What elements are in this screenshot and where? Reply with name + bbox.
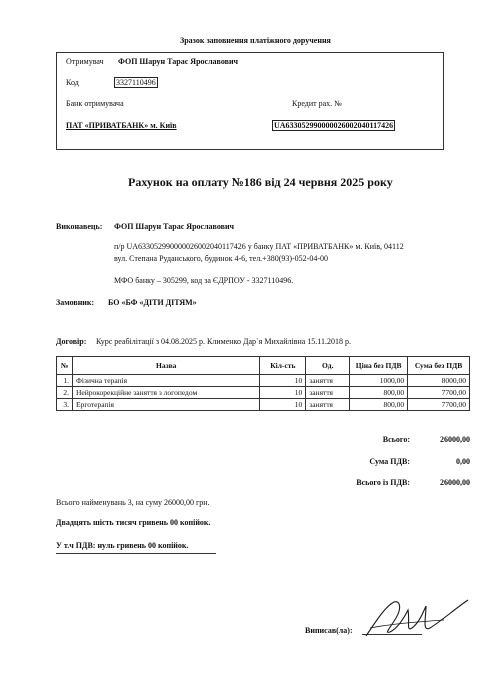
bank-label: Банк отримувача — [66, 99, 124, 108]
items-table — [56, 356, 470, 411]
col-name-header: Назва — [72, 357, 259, 375]
executor-address-line: вул. Степана Руданського, будинок 4-6, тел.+380(93)-052-04-00 — [114, 254, 329, 263]
row-qty: 10 — [260, 387, 306, 399]
row-sum: 7700,00 — [408, 387, 470, 399]
row-unit: заняття — [306, 387, 350, 399]
col-unit-header: Од. — [306, 357, 350, 375]
table-row — [57, 375, 470, 387]
row-price: 800,00 — [350, 399, 408, 411]
document-title: Зразок заповнення платіжного доручення — [180, 36, 331, 45]
vat-value: 0,00 — [456, 457, 470, 466]
table-row — [57, 387, 470, 399]
executor-bank-line: п/р UA633052990000026002040117426 у банку ПАТ «ПРИВАТБАНК» м. Київ, 04112 — [114, 242, 404, 251]
contract-text: Курс реабілітації з 04.08.2025 р. Клименко Дар`я Михайлівна 15.11.2018 р. — [96, 337, 352, 346]
recipient-label: Отримувач — [66, 57, 104, 66]
row-name: Ерготерапія — [72, 399, 259, 411]
executor-name: ФОП Шарун Тарас Ярославович — [114, 222, 235, 231]
total-label: Всього: — [382, 435, 410, 444]
vat-in-words: У т.ч ПДВ: нуль гривень 00 копійок. — [56, 541, 189, 550]
contract-label: Договір: — [56, 337, 87, 346]
col-qty-header: Кіл-сть — [260, 357, 306, 375]
bank-value: ПАТ «ПРИВАТБАНК» м. Київ — [66, 121, 177, 130]
executor-label: Виконавець: — [56, 222, 103, 231]
row-sum: 8000,00 — [408, 375, 470, 387]
col-price-header: Ціна без ПДВ — [350, 357, 408, 375]
invoice-title: Рахунок на оплату №186 від 24 червня 2025 року — [128, 175, 393, 189]
row-name: Нейрокорекційне заняття з логопедом — [72, 387, 259, 399]
row-name: Фізична терапія — [72, 375, 259, 387]
col-sum-header: Сума без ПДВ — [408, 357, 470, 375]
row-number: 1. — [57, 375, 73, 387]
row-unit: заняття — [306, 375, 350, 387]
table-header-row — [57, 357, 470, 375]
row-number: 2. — [57, 387, 73, 399]
recipient-value: ФОП Шарун Тарас Ярославович — [118, 57, 239, 66]
customer-name: БО «БФ «ДІТИ ДІТЯМ» — [108, 298, 197, 307]
row-price: 1000,00 — [350, 375, 408, 387]
signature-label: Виписав(ла): — [305, 626, 353, 635]
code-value: 3327110496 — [116, 78, 156, 87]
col-number-header: № — [57, 357, 73, 375]
row-qty: 10 — [260, 399, 306, 411]
account-value: UA633052990000026002040117426 — [274, 121, 394, 130]
total-value: 26000,00 — [440, 435, 470, 444]
divider-line — [56, 553, 216, 554]
row-unit: заняття — [306, 399, 350, 411]
vat-label: Сума ПДВ: — [369, 457, 410, 466]
row-number: 3. — [57, 399, 73, 411]
row-price: 800,00 — [350, 387, 408, 399]
grand-total-label: Всього із ПДВ: — [356, 478, 410, 487]
grand-total-value: 26000,00 — [440, 478, 470, 487]
table-row — [57, 399, 470, 411]
row-qty: 10 — [260, 375, 306, 387]
amount-in-words: Двадцять шість тисяч гривень 00 копійок. — [56, 518, 211, 527]
credit-account-label: Кредит рах. № — [292, 99, 342, 108]
handwritten-signature — [360, 598, 470, 640]
code-label: Код — [66, 78, 79, 87]
items-count-line: Всього найменувань 3, на суму 26000,00 грн. — [56, 498, 210, 507]
row-sum: 7700,00 — [408, 399, 470, 411]
executor-codes-line: МФО банку – 305299, код за ЄДРПОУ - 3327110496. — [114, 276, 294, 285]
customer-label: Замовник: — [56, 298, 95, 307]
